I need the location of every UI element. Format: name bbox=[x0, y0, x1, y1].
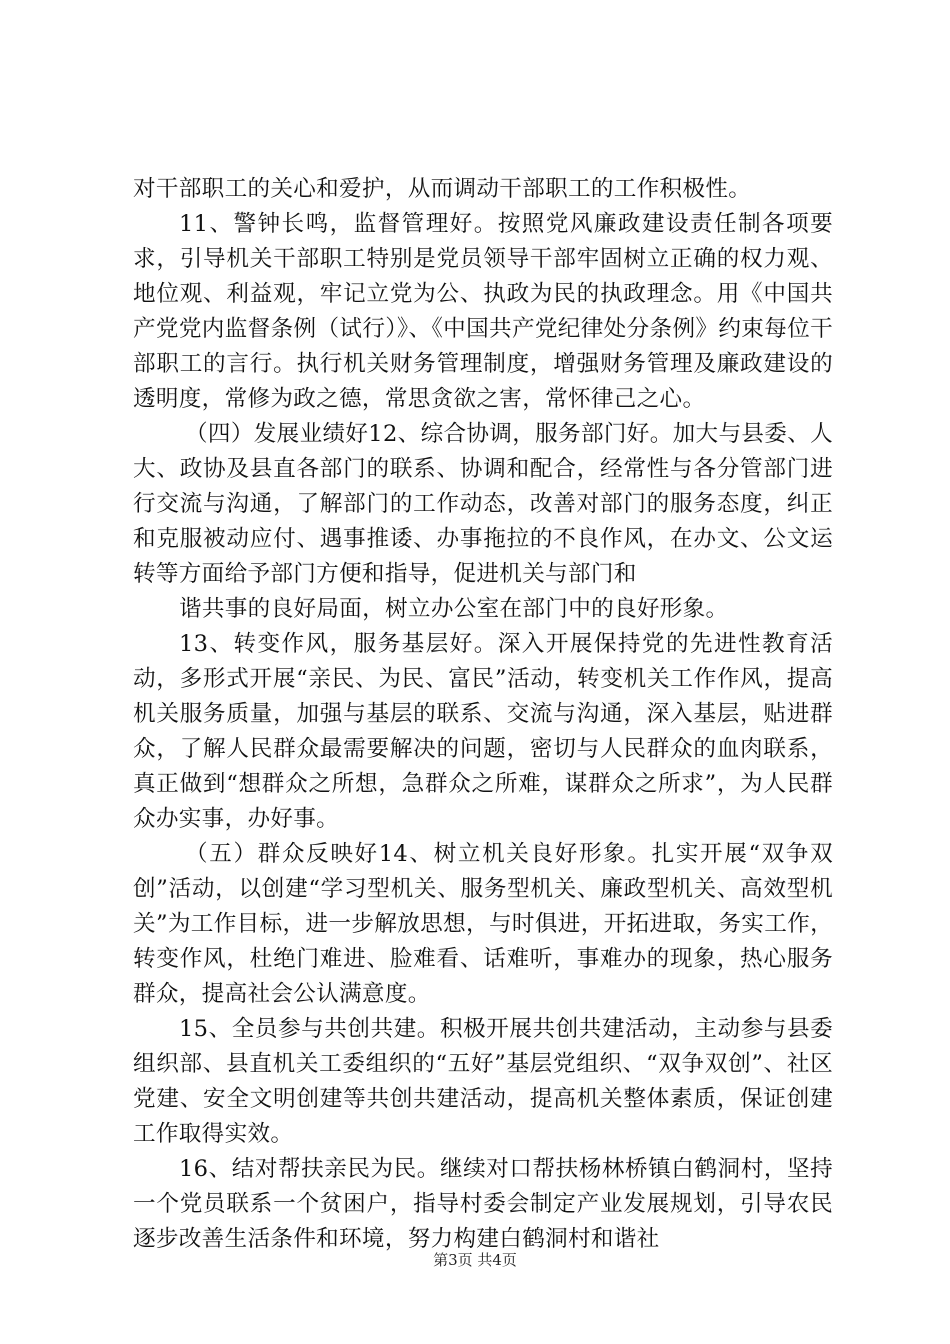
paragraph-8: 16、结对帮扶亲民为民。继续对口帮扶杨林桥镇白鹤洞村，坚持一个党员联系一个贫困户，指导村委会制定产业发展规划，引导农民逐步改善生活条件和环境，努力构建白鹤洞村和谐社 bbox=[133, 1156, 833, 1252]
paragraph-3: （四）发展业绩好12、综合协调，服务部门好。加大与县委、人大、政协及县直各部门的联系、协调和配合，经常性与各分管部门进行交流与沟通，了解部门的工作动态，改善对部门的服务态度，纠正和克服被动应付、遇事推诿、办事拖拉的不良作风，在办文、公文运转等方面给予部门方便和指导，促进机关与部门和 bbox=[133, 421, 833, 587]
paragraph-7: 15、全员参与共创共建。积极开展共创共建活动，主动参与县委组织部、县直机关工委组织的“五好”基层党组织、“双争双创”、社区党建、安全文明创建等共创共建活动，提高机关整体素质，保证创建工作取得实效。 bbox=[133, 1016, 833, 1147]
paragraph-5: 13、转变作风，服务基层好。深入开展保持党的先进性教育活动，多形式开展“亲民、为民、富民”活动，转变机关工作作风，提高机关服务质量，加强与基层的联系、交流与沟通，深入基层，贴进群众，了解人民群众最需要解决的问题，密切与人民群众的血肉联系，真正做到“想群众之所想，急群众之所难，谋群众之所求”，为人民群众办实事，办好事。 bbox=[133, 631, 833, 832]
paragraph-4: 谐共事的良好局面，树立办公室在部门中的良好形象。 bbox=[179, 596, 729, 622]
document-body bbox=[133, 172, 833, 1257]
paragraph-6: （五）群众反映好14、树立机关良好形象。扎实开展“双争双创”活动，以创建“学习型机关、服务型机关、廉政型机关、高效型机关”为工作目标，进一步解放思想，与时俱进，开拓进取，务实工作，转变作风，杜绝门难进、脸难看、话难听，事难办的现象，热心服务群众，提高社会公认满意度。 bbox=[133, 841, 833, 1007]
page-number-footer: 第3页 共4页 bbox=[433, 1251, 517, 1269]
paragraph-2: 11、警钟长鸣，监督管理好。按照党风廉政建设责任制各项要求，引导机关干部职工特别是党员领导干部牢固树立正确的权力观、地位观、利益观，牢记立党为公、执政为民的执政理念。用《中国共产党党内监督条例（试行）》、《中国共产党纪律处分条例》约束每位干部职工的言行。执行机关财务管理制度，增强财务管理及廉政建设的透明度，常修为政之德，常思贪欲之害，常怀律己之心。 bbox=[133, 211, 833, 412]
paragraph-1: 对干部职工的关心和爱护，从而调动干部职工的工作积极性。 bbox=[133, 176, 752, 202]
